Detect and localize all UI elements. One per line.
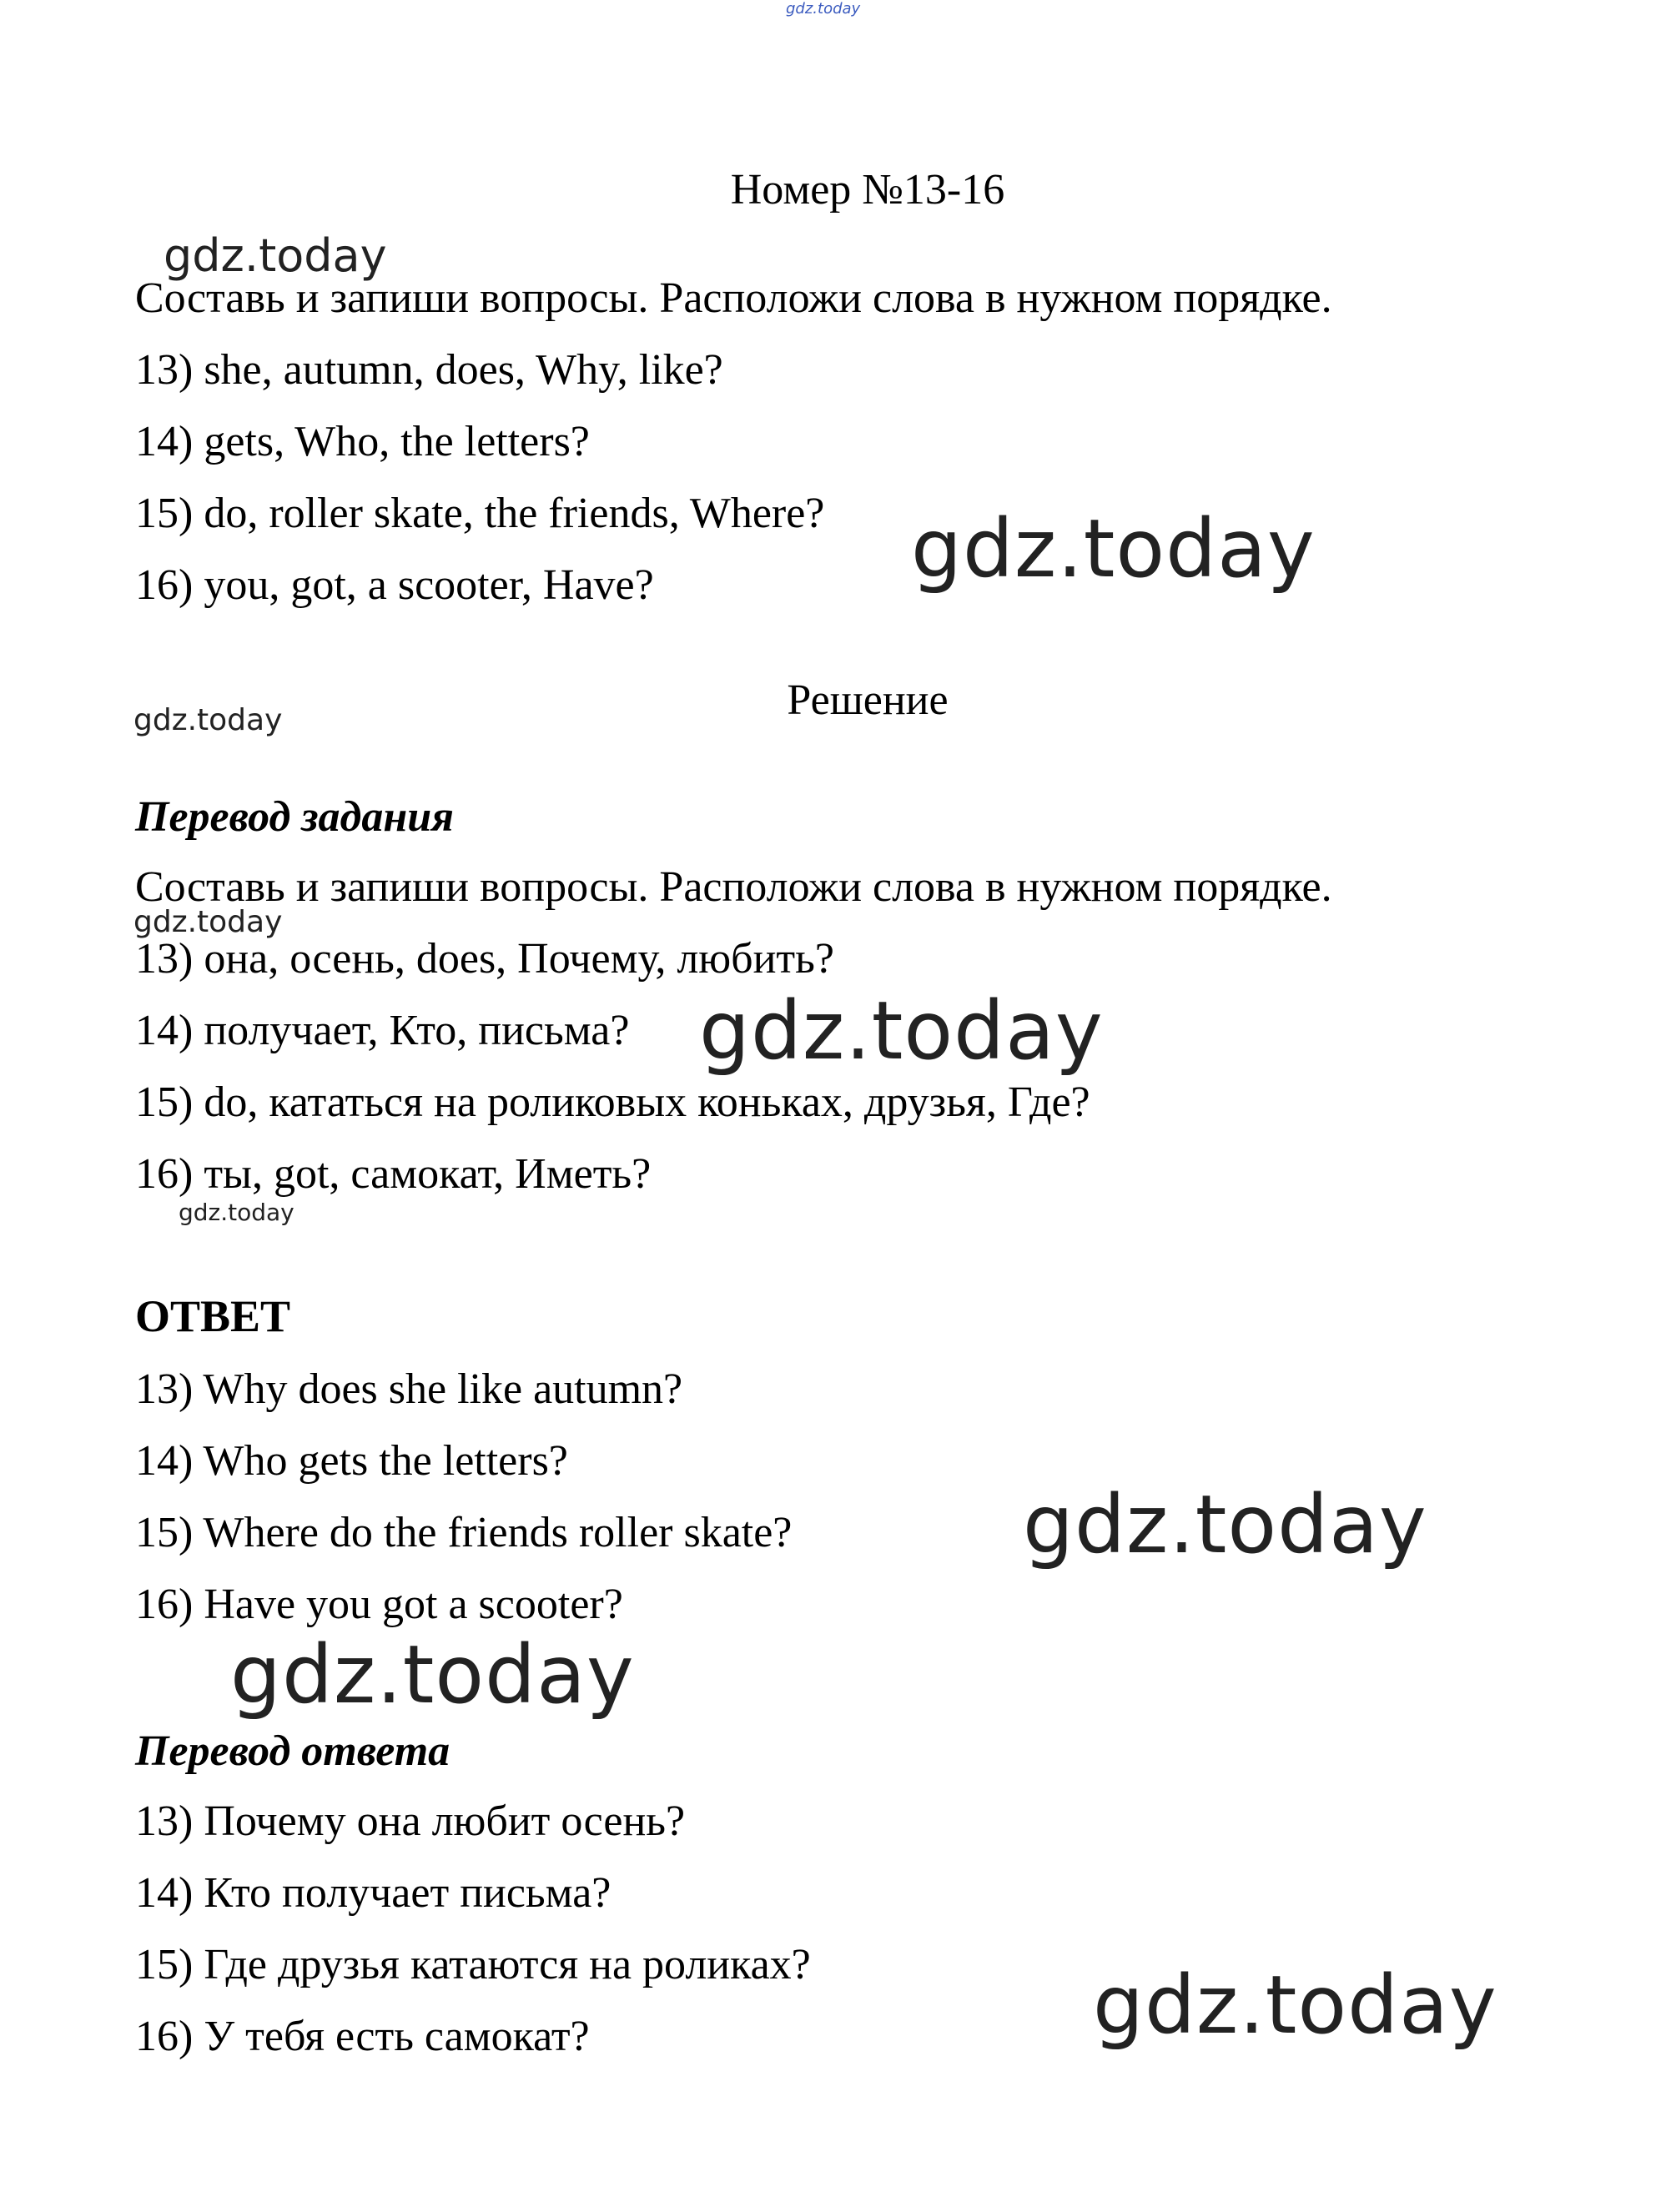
watermark: gdz.today [1093, 1958, 1497, 2052]
task-translation-item: 14) получает, Кто, письма? [135, 1007, 630, 1054]
answer-heading: ОТВЕТ [135, 1291, 291, 1341]
watermark: gdz.today [911, 502, 1316, 596]
task-item: 13) she, autumn, does, Why, like? [135, 346, 723, 394]
watermark: gdz.today [1023, 1478, 1427, 1571]
answer-item: 14) Who gets the letters? [135, 1437, 568, 1485]
answer-item: 16) Have you got a scooter? [135, 1581, 623, 1628]
page-title: Номер №13-16 [730, 166, 1005, 214]
answer-item: 13) Why does she like autumn? [135, 1365, 683, 1413]
watermark: gdz.today [179, 1199, 294, 1226]
watermark: gdz.today [230, 1628, 635, 1722]
watermark: gdz.today [164, 229, 387, 282]
watermark: gdz.today [133, 703, 283, 737]
answer-translation-item: 16) У тебя есть самокат? [135, 2013, 590, 2060]
solution-label: Решение [787, 676, 949, 724]
answer-translation-item: 13) Почему она любит осень? [135, 1797, 686, 1845]
answer-translation-heading: Перевод ответа [135, 1727, 450, 1775]
task-translation-item: 16) ты, got, самокат, Иметь? [135, 1150, 652, 1198]
task-translation-heading: Перевод задания [135, 793, 454, 841]
answer-translation-item: 14) Кто получает письма? [135, 1869, 612, 1917]
task-translation-item: 15) do, кататься на роликовых коньках, друзья, Где? [135, 1078, 1090, 1126]
task-item: 14) gets, Who, the letters? [135, 418, 590, 465]
task-item: 16) you, got, a scooter, Have? [135, 561, 654, 609]
task-item: 15) do, roller skate, the friends, Where? [135, 490, 825, 537]
watermark: gdz.today [699, 984, 1104, 1078]
answer-item: 15) Where do the friends roller skate? [135, 1509, 793, 1556]
watermark-top: gdz.today [786, 0, 861, 18]
watermark: gdz.today [133, 905, 283, 939]
task-instruction: Составь и запиши вопросы. Расположи слова в нужном порядке. [135, 274, 1332, 322]
answer-translation-item: 15) Где друзья катаются на роликах? [135, 1941, 811, 1988]
task-translation-instruction: Составь и запиши вопросы. Расположи слова в нужном порядке. [135, 863, 1332, 911]
task-translation-item: 13) она, осень, does, Почему, любить? [135, 935, 834, 983]
